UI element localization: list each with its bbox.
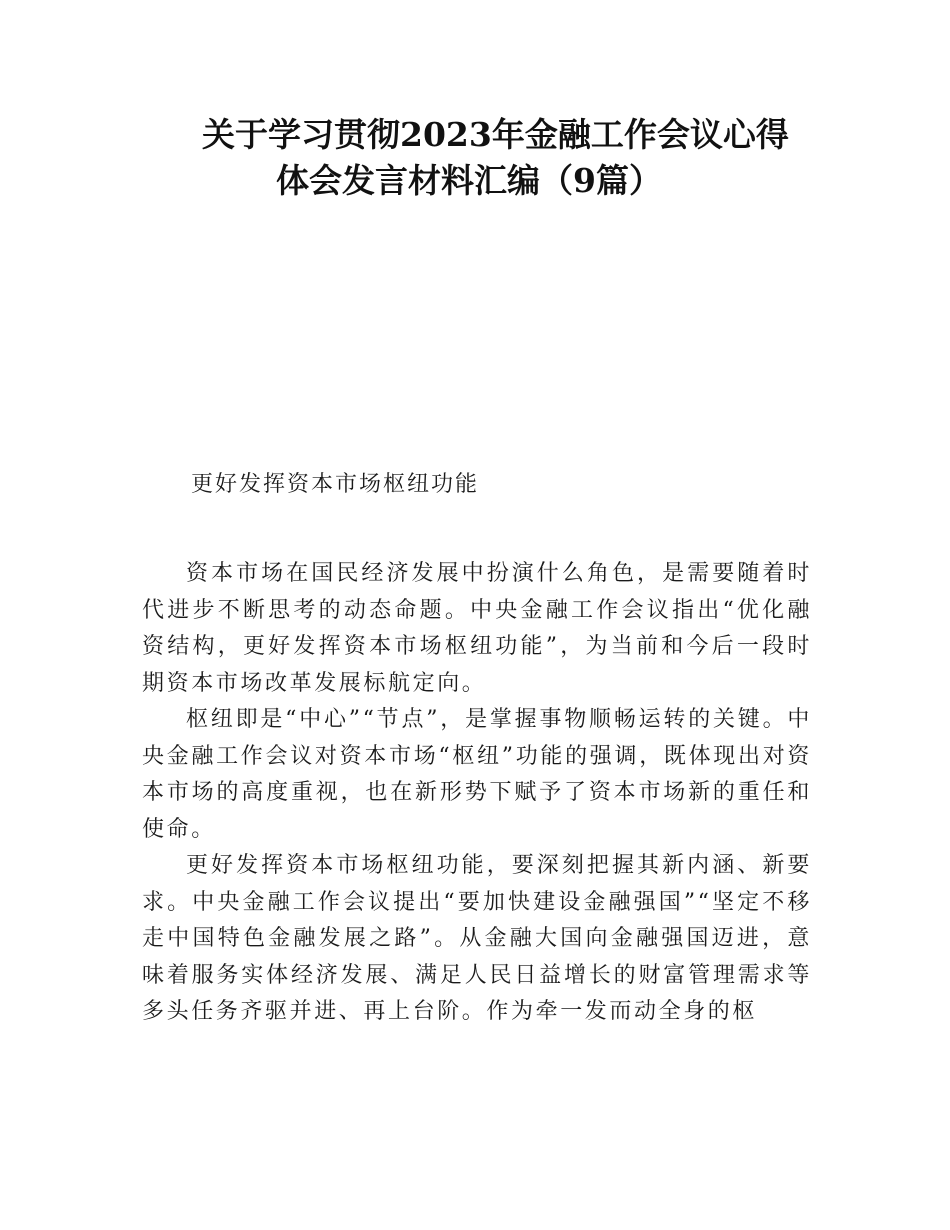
section-heading: 更好发挥资本市场枢纽功能 [191,472,480,497]
body-text [142,556,812,1031]
paragraph: 资本市场在国民经济发展中扮演什么角色，是需要随着时代进步不断思考的动态命题。中央金融工作会议指出“优化融资结构，更好发挥资本市场枢纽功能”，为当前和今后一段时期资本市场改革发展标航定向。 [142,561,812,696]
title-line-1: 关于学习贯彻2023年金融工作会议心得 [202,115,789,154]
paragraph: 更好发挥资本市场枢纽功能，要深刻把握其新内涵、新要求。中央金融工作会议提出“要加快建设金融强国”“坚定不移走中国特色金融发展之路”。从金融大国向金融强国迈进，意味着服务实体经济发展、满足人民日益增长的财富管理需求等多头任务齐驱并进、再上台阶。作为牵一发而动全身的枢 [142,853,812,1024]
document-title [140,112,840,204]
paragraph: 枢纽即是“中心”“节点”，是掌握事物顺畅运转的关键。中央金融工作会议对资本市场“枢纽”功能的强调，既体现出对资本市场的高度重视，也在新形势下赋予了资本市场新的重任和使命。 [142,707,812,842]
title-line-2: 体会发言材料汇编（9篇） [276,161,662,200]
